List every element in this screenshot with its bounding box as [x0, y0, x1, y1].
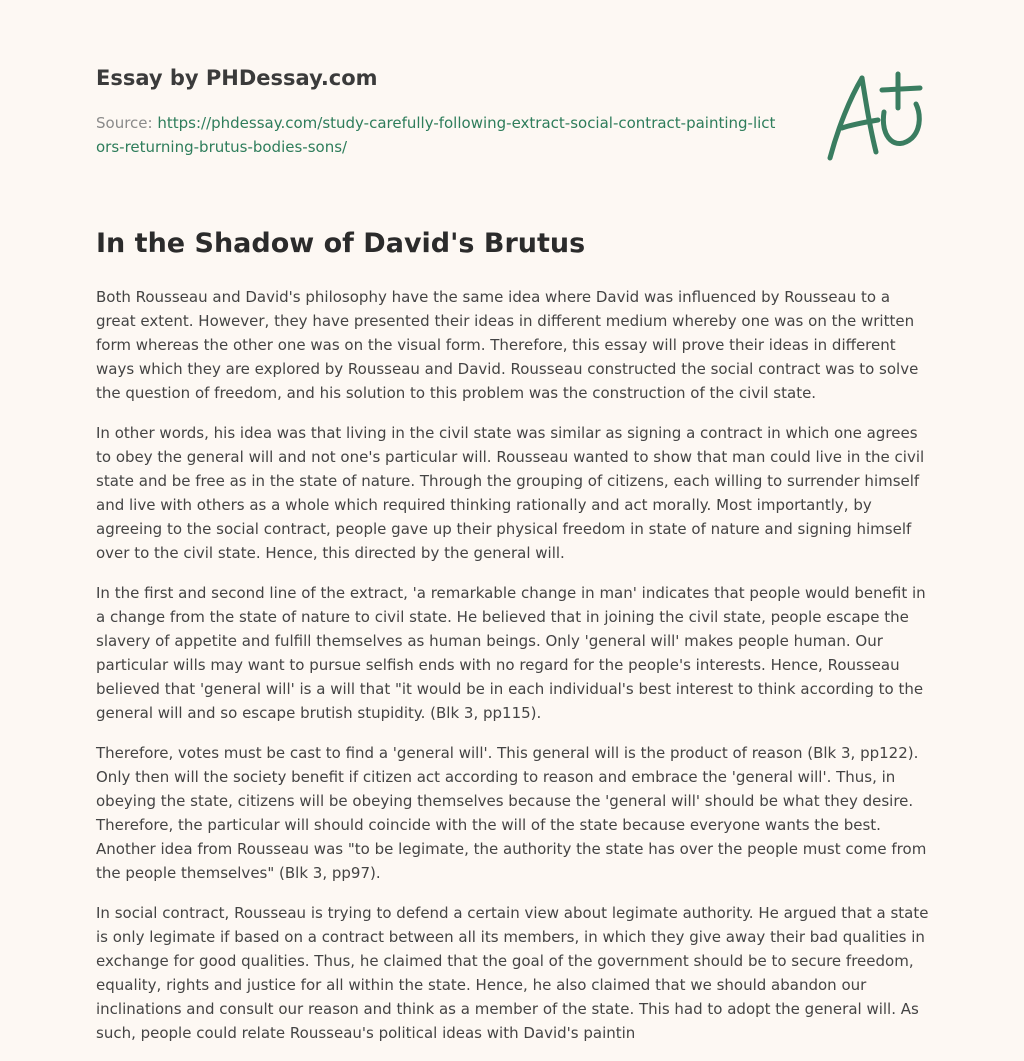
- essay-title: In the Shadow of David's Brutus: [96, 228, 586, 259]
- essay-body: [96, 285, 932, 1061]
- a-plus-logo-icon: [820, 68, 930, 164]
- source-line: [96, 111, 776, 159]
- site-title: Essay by PHDessay.com: [96, 66, 378, 90]
- essay-paragraph: In other words, his idea was that living in the civil state was similar as signing a contract in which one agrees to obey the general will and not one's particular will. Rousseau wanted to show that man could live in the civil state and be free as in the state of nature. Through the grouping of citizens, each willing to surrender himself and live with others as a whole which required thinking rationally and act morally. Most importantly, by agreeing to the social contract, people gave up their physical freedom in state of nature and signing himself over to the civil state. Hence, this directed by the general will.: [96, 424, 925, 562]
- essay-paragraph: In social contract, Rousseau is trying to defend a certain view about legimate authority. He argued that a state is only legimate if based on a contract between all its members, in which they give away their bad qualities in exchange for good qualities. Thus, he claimed that the goal of the government should be to secure freedom, equality, rights and justice for all within the state. Hence, he also claimed that we should abandon our inclinations and consult our reason and think as a member of the state. This had to adopt the general will. As such, people could relate Rousseau's political ideas with David's paintin: [96, 904, 929, 1042]
- essay-paragraph: Both Rousseau and David's philosophy have the same idea where David was influenced by Rousseau to a great extent. However, they have presented their ideas in different medium whereby one was on the written form whereas the other one was on the visual form. Therefore, this essay will prove their ideas in different ways which they are explored by Rousseau and David. Rousseau constructed the social contract was to solve the question of freedom, and his solution to this problem was the construction of the civil state.: [96, 288, 919, 402]
- source-label: Source:: [96, 114, 153, 132]
- essay-paragraph: Therefore, votes must be cast to find a 'general will'. This general will is the product of reason (Blk 3, pp122). Only then will the society benefit if citizen act according to reason and embrace the 'general will'. Thus, in obeying the state, citizens will be obeying themselves because the 'general will' should be what they desire. Therefore, the particular will should coincide with the will of the state because everyone wants the best. Another idea from Rousseau was "to be legimate, the authority the state has over the people must come from the people themselves" (Blk 3, pp97).: [96, 744, 927, 882]
- essay-paragraph: In the first and second line of the extract, 'a remarkable change in man' indicates that people would benefit in a change from the state of nature to civil state. He believed that in joining the civil state, people escape the slavery of appetite and fulfill themselves as human beings. Only 'general will' makes people human. Our particular wills may want to pursue selfish ends with no regard for the people's interests. Hence, Rousseau believed that 'general will' is a will that "it would be in each individual's best interest to think according to the general will and so escape brutish stupidity. (Blk 3, pp115).: [96, 584, 926, 722]
- source-link[interactable]: https://phdessay.com/study-carefully-following-extract-social-contract-painting-lictors-returning-brutus-bodies-sons/: [96, 114, 776, 156]
- page-header: [96, 62, 776, 159]
